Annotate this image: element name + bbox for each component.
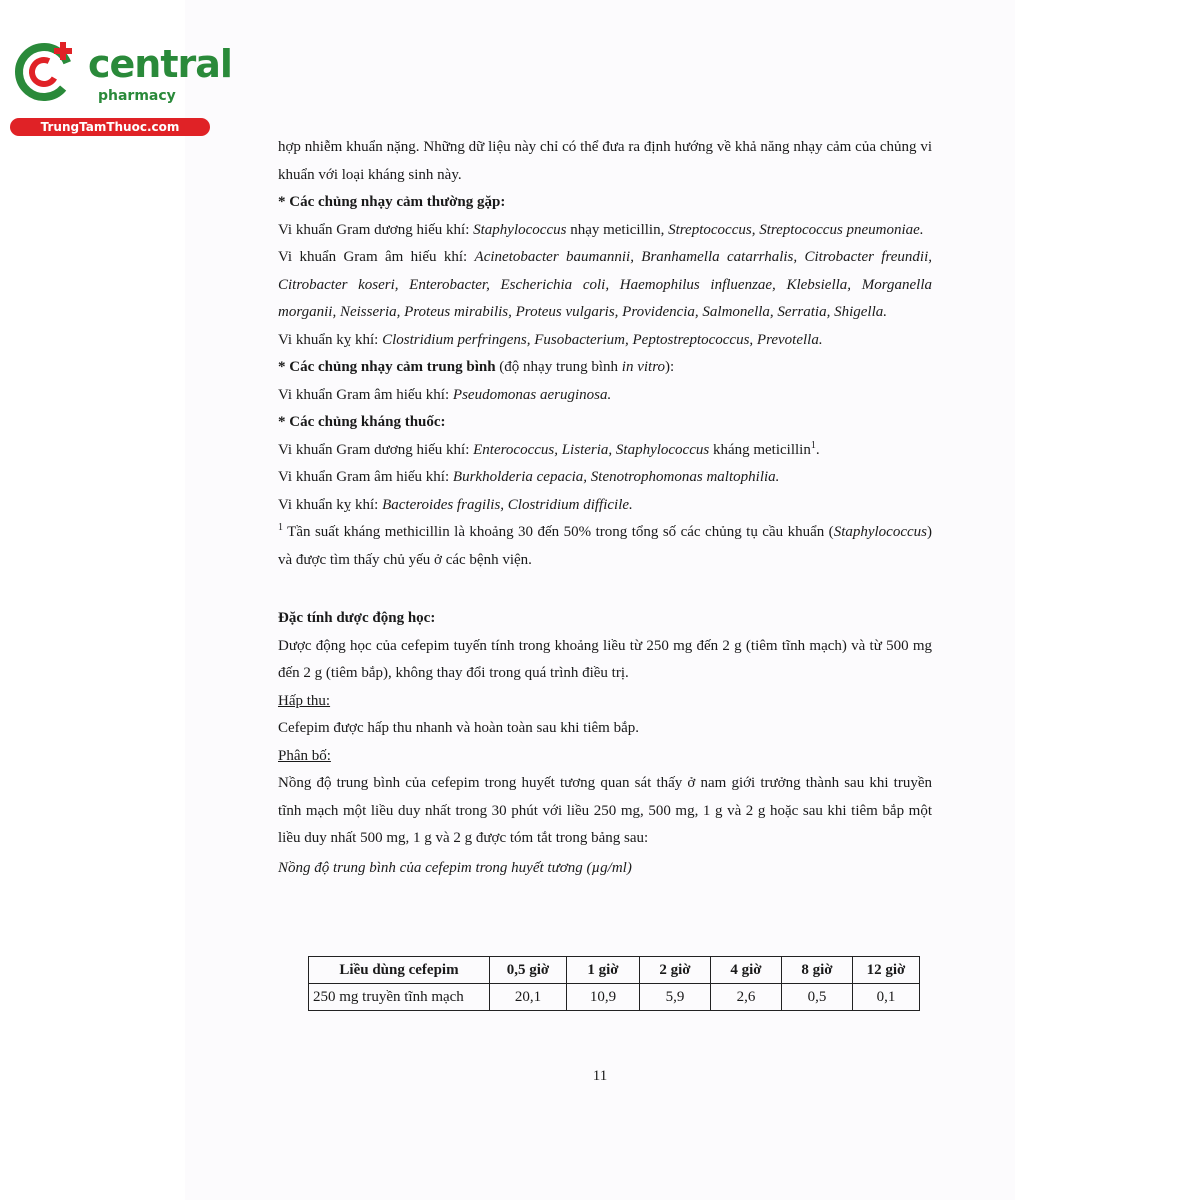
text-run: Vi khuẩn Gram âm hiếu khí: — [278, 469, 453, 485]
text-run: * Các chủng nhạy cảm thường gặp: — [278, 194, 506, 210]
text-run: Staphylococcus — [833, 524, 927, 540]
text-run: ): — [664, 359, 675, 375]
paragraph-p1 — [278, 134, 932, 189]
text-run: Bacteroides fragilis, Clostridium difficile. — [382, 496, 633, 513]
table-cell: 250 mg truyền tĩnh mạch — [309, 984, 490, 1011]
paragraph-p17 — [278, 743, 932, 771]
text-run: Streptococcus, Streptococcus pneumoniae. — [668, 221, 924, 238]
table-header-cell: 4 giờ — [711, 957, 782, 984]
table-caption: Nồng độ trung bình của cefepim trong huyết tương (µg/ml) — [278, 859, 632, 876]
paragraph-p12 — [278, 519, 932, 574]
text-run: hợp nhiễm khuẩn nặng. Những dữ liệu này chỉ có thể đưa ra định hướng về khả năng nhạy cảm của chủng vi khuẩn với loại kháng sinh này. — [278, 139, 932, 183]
text-run: Clostridium perfringens, Fusobacterium, Peptostreptococcus, Prevotella. — [382, 331, 823, 348]
table-cell: 5,9 — [640, 984, 711, 1011]
text-run: Nồng độ trung bình của cefepim trong huyết tương quan sát thấy ở nam giới trưởng thành sau khi truyền tĩnh mạch một liều duy nhất trong 30 phút với liều 250 mg, 500 mg, 1 g và 2 g hoặc sau khi tiêm bắp một liều duy nhất 500 mg, 1 g và 2 g được tóm tắt trong bảng sau: — [278, 775, 932, 846]
text-run: Vi khuẩn kỵ khí: — [278, 496, 383, 513]
paragraph-p3 — [278, 217, 932, 245]
logo-sub-text: pharmacy — [98, 88, 176, 104]
paragraph-p13 — [278, 605, 932, 633]
text-run: Vi khuẩn Gram âm hiếu khí: — [278, 386, 453, 403]
text-run: Burkholderia cepacia, Stenotrophomonas maltophilia. — [452, 469, 780, 485]
paragraph-p5 — [278, 327, 932, 355]
text-run: Staphylococcus — [473, 221, 567, 238]
spacer — [278, 574, 932, 605]
table-header-cell: 8 giờ — [782, 957, 853, 984]
text-run: * Các chủng kháng thuốc: — [278, 414, 446, 430]
text-run: . — [815, 441, 820, 458]
table-cell: 0,5 — [782, 984, 853, 1011]
text-run: Vi khuẩn kỵ khí: — [278, 331, 383, 348]
text-run: Dược động học của cefepim tuyến tính trong khoảng liều từ 250 mg đến 2 g (tiêm tĩnh mạch) và từ 500 mg đến 2 g (tiêm bắp), không thay đổi trong quá trình điều trị. — [278, 637, 932, 681]
text-run: Phân bố: — [278, 747, 331, 764]
table-header-cell: Liều dùng cefepim — [309, 957, 490, 984]
page-number: 11 — [592, 1068, 608, 1084]
text-run: Cefepim được hấp thu nhanh và hoàn toàn sau khi tiêm bắp. — [278, 720, 639, 736]
paragraph-p7 — [278, 382, 932, 410]
text-run: ) và được tìm thấy chủ yếu ở các bệnh viện. — [278, 524, 932, 568]
text-run: 1 — [278, 522, 283, 533]
document-body — [278, 134, 932, 882]
text-run: Vi khuẩn Gram dương hiếu khí: — [278, 441, 474, 458]
paragraph-p2 — [278, 189, 932, 217]
text-run: 1 — [810, 439, 816, 451]
text-run: in vitro — [621, 359, 665, 375]
text-run: Acinetobacter baumannii, Branhamella catarrhalis, Citrobacter freundii, Citrobacter koseri, Enterobacter, Escherichia coli, Haemophilus influenzae, Klebsiella, Morganella morganii, Neisseria, Proteus mirabilis, Proteus vulgaris, Providencia, Salmonella, Serratia, Shigella. — [278, 249, 932, 320]
text-run: nhạy meticillin, — [566, 221, 669, 238]
pharmacy-cross-icon — [10, 36, 82, 108]
logo-url-badge[interactable]: TrungTamThuoc.com — [10, 118, 210, 136]
table-cell: 10,9 — [567, 984, 640, 1011]
table-header-cell: 2 giờ — [640, 957, 711, 984]
concentration-table — [308, 956, 920, 1011]
table-cell: 20,1 — [490, 984, 567, 1011]
paragraph-p4 — [278, 244, 932, 327]
table-row — [309, 984, 920, 1011]
logo-brand-text: central — [88, 42, 232, 86]
paragraph-p18 — [278, 770, 932, 853]
paragraph-p16 — [278, 715, 932, 743]
text-run: Hấp thu: — [278, 692, 331, 709]
text-run: (độ nhạy trung bình — [495, 359, 622, 375]
table-cell: 0,1 — [853, 984, 920, 1011]
text-run: Đặc tính dược động học: — [278, 610, 436, 626]
text-run: Enterococcus, Listeria, Staphylococcus — [473, 441, 710, 458]
paragraph-p10 — [278, 464, 932, 492]
paragraph-p8 — [278, 409, 932, 437]
text-run: kháng meticillin — [709, 441, 811, 458]
text-run: Tần suất kháng methicillin là khoảng 30 đến 50% trong tổng số các chủng tụ cầu khuẩn ( — [283, 524, 834, 540]
table-header-cell: 1 giờ — [567, 957, 640, 984]
paragraph-p9 — [278, 437, 932, 465]
paragraph-p6 — [278, 354, 932, 382]
paragraph-p15 — [278, 688, 932, 716]
text-run: Vi khuẩn Gram âm hiếu khí: — [278, 249, 475, 265]
table-cell: 2,6 — [711, 984, 782, 1011]
central-pharmacy-logo[interactable] — [10, 36, 232, 136]
table-header-row — [309, 957, 920, 984]
table-header-cell: 0,5 giờ — [490, 957, 567, 984]
paragraph-p11 — [278, 492, 932, 520]
text-run: Vi khuẩn Gram dương hiếu khí: — [278, 221, 474, 238]
table-header-cell: 12 giờ — [853, 957, 920, 984]
text-run: * Các chủng nhạy cảm trung bình — [278, 359, 496, 375]
text-run: Pseudomonas aeruginosa. — [452, 386, 612, 403]
paragraph-p14 — [278, 633, 932, 688]
